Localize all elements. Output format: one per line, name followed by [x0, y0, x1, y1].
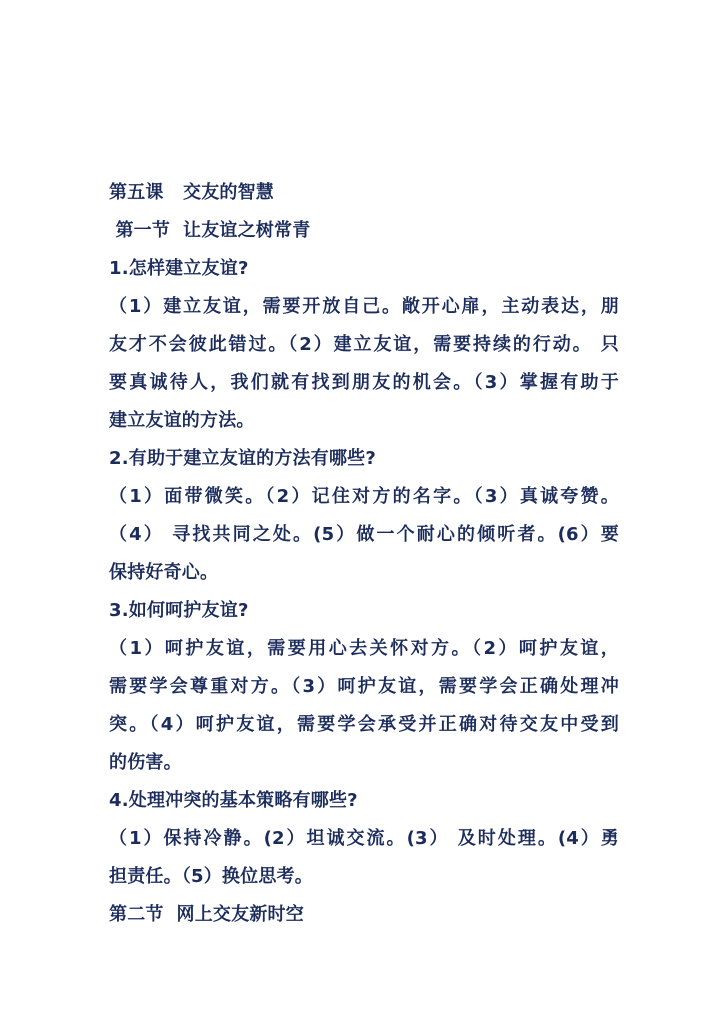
answer-3-line: （1）呵护友谊，需要用心去关怀对方。（2）呵护友谊， [109, 638, 619, 659]
answer-4-line: 担责任。（5）换位思考。 [109, 866, 313, 887]
answer-3-line: 需要学会尊重对方。（3）呵护友谊，需要学会正确处理冲 [109, 676, 619, 697]
section-title-2: 第二节 网上交友新时空 [109, 904, 304, 925]
section-title-1: 第一节 让友谊之树常青 [109, 220, 311, 241]
question-3: 3.如何呵护友谊? [109, 600, 249, 621]
answer-1-line: （1）建立友谊，需要开放自己。敞开心扉，主动表达，朋 [109, 296, 619, 317]
lesson-title: 第五课 交友的智慧 [109, 182, 274, 203]
question-2: 2.有助于建立友谊的方法有哪些? [109, 448, 377, 469]
answer-1-line: 建立友谊的方法。 [109, 410, 255, 431]
answer-2-line: 保持好奇心。 [109, 562, 219, 583]
answer-1-line: 友才不会彼此错过。（2）建立友谊，需要持续的行动。 只 [109, 334, 619, 355]
answer-4-line: （1）保持冷静。(2）坦诚交流。(3） 及时处理。(4）勇 [109, 828, 619, 849]
answer-1-line: 要真诚待人，我们就有找到朋友的机会。（3）掌握有助于 [109, 372, 619, 393]
answer-3-line: 的伤害。 [109, 752, 182, 773]
answer-2-line: （4） 寻找共同之处。(5）做一个耐心的倾听者。(6）要 [109, 524, 619, 545]
question-1: 1.怎样建立友谊? [109, 258, 249, 279]
answer-2-line: （1）面带微笑。（2）记住对方的名字。（3）真诚夸赞。 [109, 486, 619, 507]
question-4: 4.处理冲突的基本策略有哪些? [109, 790, 358, 811]
document-page [109, 174, 619, 934]
answer-3-line: 突。（4）呵护友谊，需要学会承受并正确对待交友中受到 [109, 714, 619, 735]
